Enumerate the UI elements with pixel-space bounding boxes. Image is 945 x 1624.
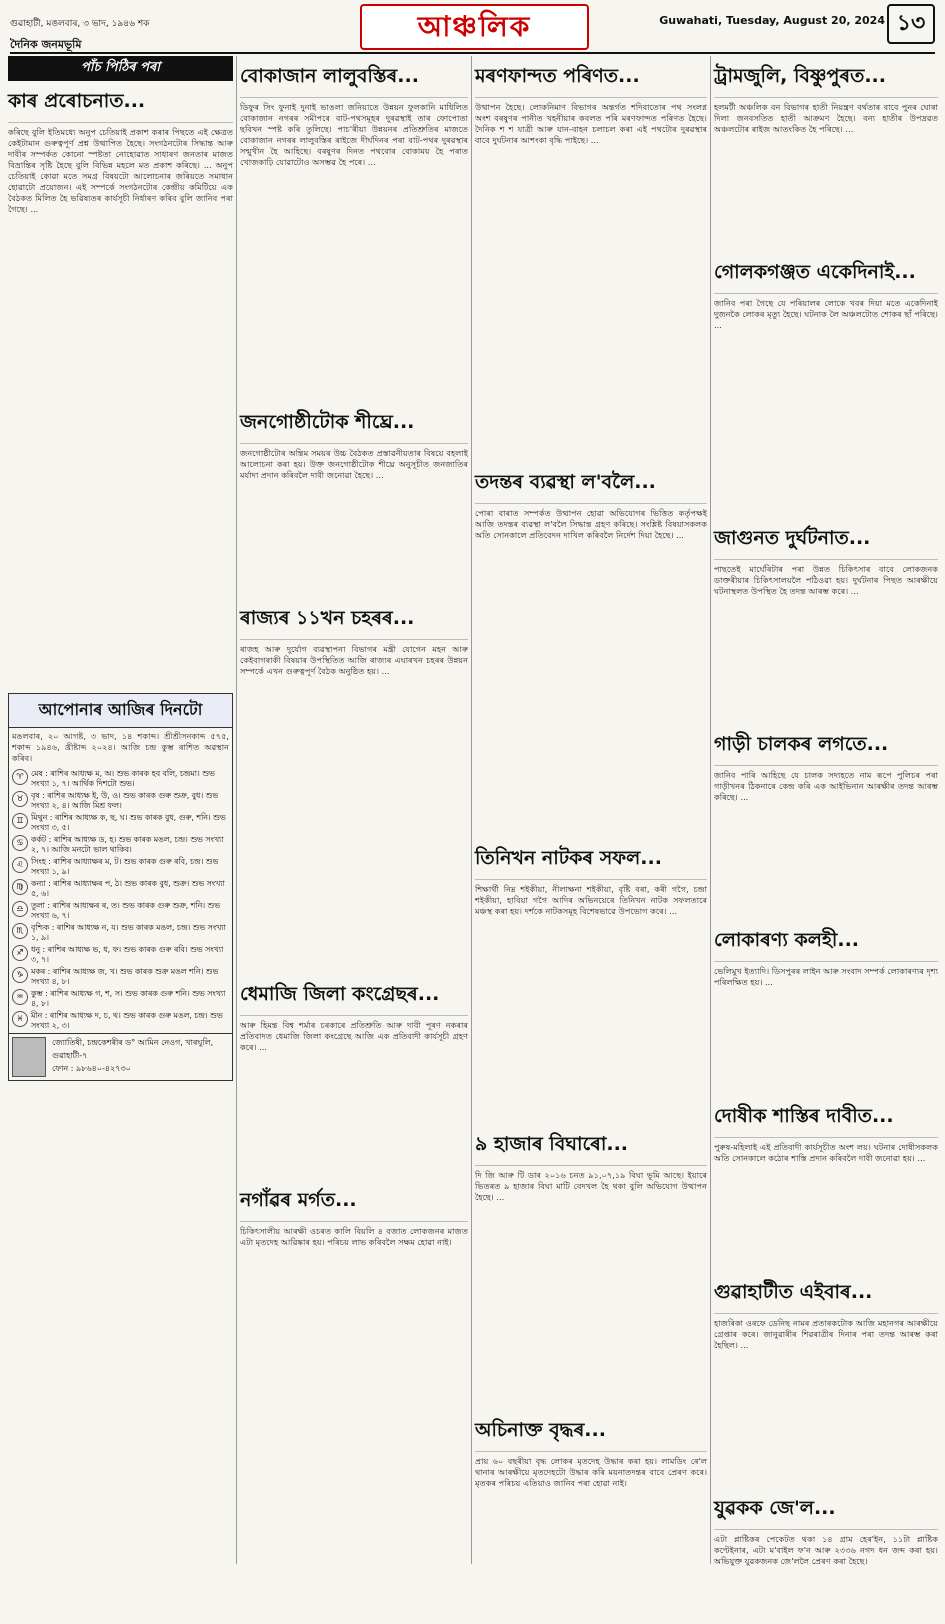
article-headline: তদন্তৰ ব্যৱস্থা ল'বলৈ... <box>475 468 707 504</box>
horoscope-intro: মঙলবাৰ, ২০ আগষ্ট, ৩ ভাদ, ১৪ শকাব্দ। শ্ৰীশ্ৰীসনকাব্দ ৫৭৫, শকাব্দ ১৯৪৬, খ্ৰীষ্টাব্দ ২০২৪। আজি চন্দ্ৰ কুম্ভ ৰাশিত অৱস্থান কৰিব। <box>12 731 229 763</box>
column-1 <box>8 56 233 1564</box>
article-headline: জনগোষ্ঠীটোক শীঘ্ৰে... <box>240 408 468 444</box>
masthead-text: আঞ্চলিক <box>417 10 532 43</box>
horoscope-box <box>8 693 233 1081</box>
zodiac-sign-icon: ♈ <box>12 769 28 785</box>
column-divider <box>471 56 472 1564</box>
article-body: এটা প্লাষ্টিকৰ পেকেটত থকা ১৪ গ্ৰাম হেৰ'ইন, ১১টা প্লাষ্টিক কণ্টেইনাৰ, এটা ম'বাইল ফ'ন আৰু ২৩৩৬ নগদ ধন জব্দ কৰা হয়। অভিযুক্ত যুৱকজনক জে'ললৈ প্ৰেৰণ কৰা হৈছে। <box>714 1534 938 1566</box>
zodiac-entry <box>12 769 229 789</box>
header-rule <box>10 52 935 54</box>
article-body: জনগোষ্ঠীটোৰ অন্তিম সময়ৰ উচ্চ বৈঠকত প্ৰস্তাৱনীয়তাৰ বিষয়ে বহলাই আলোচনা কৰা হয়। উক্ত জনগোষ্ঠীটোক শীঘ্ৰে অনুসূচীত জনজাতিৰ মৰ্যাদা প্ৰদান কৰিবলৈ দাবী জনোৱা হৈছে। ... <box>240 448 468 480</box>
zodiac-entry <box>12 945 229 965</box>
zodiac-entry <box>12 923 229 943</box>
article-body: হাজৰিকা ওৰফে ডেনিছ নামৰ প্ৰতাৰকটোক আজি মহানগৰ আৰক্ষীয়ে গ্ৰেপ্তাৰ কৰে। জানুৱাৰীৰ শিৱৰাত্ৰীৰ দিনাৰ পৰা তদন্ত আৰম্ভ কৰা হৈছিল। ... <box>714 1318 938 1350</box>
article-headline: মৰণফান্দত পৰিণত... <box>475 62 707 98</box>
zodiac-sign-icon: ♏ <box>12 923 28 939</box>
article-body: ভেলিমুখ ইত্যাদি। ডিসপুৰৰ লাইন আৰু সংবাদ সম্পৰ্ক লোকাৰণ্যৰ দৃশ্য পৰিলক্ষিত হয়। ... <box>714 966 938 987</box>
article-body: পাছতেই মাৰ্ঘেৰিটাৰ পৰা উন্নত চিকিৎসাৰ বাবে লোকজনক ডাক্তৰীয়াৰ চিকিৎসালয়লৈ পঠিওৱা হয়। দুৰ্ঘটনাৰ পিছত আৰক্ষীয়ে ঘটনাস্থলত উপস্থিত হৈ তদন্ত আৰম্ভ কৰে। ... <box>714 564 938 596</box>
article-body: আৰু হিমন্ত বিশ্ব শৰ্মাৰ চৰকাৰে প্ৰতিশ্ৰুতি আৰু দাবী পূৰণ নকৰাৰ প্ৰতিবাদত ধেমাজি জিলা কংগ্ৰেছে আজি এক প্ৰতিবাদী কাৰ্যসূচী গ্ৰহণ কৰে। ... <box>240 1020 468 1052</box>
zodiac-text: ধনু : ৰাশিৰ আধ্যক্ষ ভ, ধ, ফ। শুভ কাৰক গুৰু ৰবি। শুভ সংখ্যা ৩, ৭। <box>31 945 224 964</box>
zodiac-sign-icon: ♌ <box>12 857 28 873</box>
zodiac-sign-icon: ♉ <box>12 791 28 807</box>
article-headline: নগাঁৱৰ মৰ্গত... <box>240 1186 468 1222</box>
column-4 <box>714 56 938 1564</box>
zodiac-text: তুলা : ৰাশিৰ আধ্যক্ষৰ ৰ, ত। শুভ কাৰক গুৰু শুক্ৰ, শনি। শুভ সংখ্যা ৬, ৭। <box>31 901 221 920</box>
zodiac-sign-icon: ♑ <box>12 967 28 983</box>
zodiac-entry <box>12 857 229 877</box>
article-body: জানিব পাৰি আহিছে যে চালক সদ্যহতে নাম ৰূপে পুলিচৰ পৰা গাড়ীখনৰ ঠিকনাৰে কেন্দ্ৰ কৰি এক আইভিনান আৰক্ষীৰ তদন্ত আৰম্ভ কৰিছে। ... <box>714 770 938 802</box>
article-headline: ট্ৰামজুলি, বিষ্ণুপুৰত... <box>714 62 938 98</box>
article-body: দি জি আৰু টি ডাৰ ২০১৬ চনত ৯১,০৭,১৯ বিঘা ভূমি আছে। ইয়াৰে ভিতৰত ৯ হাজাৰ বিঘা মাটি বেদখল হৈ থকা বুলি অভিযোগ উত্থাপন হৈছে। ... <box>475 1170 707 1202</box>
column-3 <box>475 56 707 1564</box>
zodiac-sign-icon: ♒ <box>12 989 28 1005</box>
column-divider <box>710 56 711 1564</box>
zodiac-entry <box>12 835 229 855</box>
zodiac-text: কৰ্কট : ৰাশিৰ আধ্যক্ষ ড, হ। শুভ কাৰক মঙল, চন্দ্ৰ। শুভ সংখ্যা ২, ৭। আজি মনটো ভাল থাকিব। <box>31 835 224 854</box>
article-body: শিক্ষাৰ্থী নিম্ন শইকীয়া, নীলাক্ষনা শইকীয়া, বৃষ্টি বৰা, কৰী গগৈ, চন্দ্ৰা শইকীয়া, হাবিয়া গগৈ আদিৰ অভিনয়েৰে তিনিখন নাটক সফলতাৰে মঞ্চস্থ কৰা হয়। দৰ্শকে নাটকসমূহ বিশেষভাৱে উপভোগ কৰে। ... <box>475 884 707 916</box>
astrologer-name: জ্যোতিষী, চন্দ্ৰকেশৰীৰ ড° আমিন নেওগ, খাৰঘুলি, গুৱাহাটী-৭ <box>52 1038 214 1060</box>
article-headline: তিনিখন নাটকৰ সফল... <box>475 844 707 880</box>
zodiac-text: মকৰ : ৰাশিৰ আধ্যক্ষ জ, খ। শুভ কাৰক শুক্ৰ মঙল শনি। শুভ সংখ্যা ৪, ৮। <box>31 967 219 986</box>
zodiac-entry <box>12 879 229 899</box>
article-body: পোৰা বাৰাত সম্পৰ্কত উত্থাপন হোৱা অভিযোগৰ ভিত্তিত কৰ্তৃপক্ষই আজি তদন্তৰ ব্যৱস্থা ল'বলৈ সিদ্ধান্ত গ্ৰহণ কৰিছে। সংশ্লিষ্ট বিষয়াসকলক অতি সোনকালে প্ৰতিবেদন দাখিল কৰিবলৈ নিৰ্দেশ দিয়া হৈছে। ... <box>475 508 707 540</box>
continued-kicker: পাঁচ পিঠিৰ পৰা <box>8 56 233 81</box>
article-body: চিকিৎসালীয় আৰক্ষী ওচৰত কালি বিয়লি ৪ বজাত লোকজনৰ মাজত এটা মৃতদেহ আৱিষ্কাৰ হয়। পৰিচয় লাভ কৰিবলৈ সক্ষম হোৱা নাই। <box>240 1226 468 1247</box>
section-masthead <box>360 4 589 50</box>
article-body: ৰাজহ আৰু দুৰ্যোগ ব্যৱস্থাপনা বিভাগৰ মন্ত্ৰী যোগেন মহন আৰু কেইবাগৰাকী বিষয়াৰ উপস্থিতিত আজি ৰাজ্যৰ এঘাৰখন চহৰৰ উন্নয়ন সম্পৰ্কে এখন গুৰুত্বপূৰ্ণ বৈঠক অনুষ্ঠিত হয়। ... <box>240 644 468 676</box>
article-headline: ৯ হাজাৰ বিঘাৰো... <box>475 1130 707 1166</box>
zodiac-text: সিংহ : ৰাশিৰ আধ্যাক্ষৰ ম, ট। শুভ কাৰক গুৰু ৰবি, চন্দ্ৰ। শুভ সংখ্যা ১, ৯। <box>31 857 219 876</box>
astrologer-phone: ফোন : ৯৮৬৪০-৪২৭৩০ <box>52 1064 131 1073</box>
zodiac-sign-icon: ♓ <box>12 1011 28 1027</box>
header-dateline: Guwahati, Tuesday, August 20, 2024 <box>659 14 885 27</box>
paper-name: দৈনিক জনমভূমি <box>10 38 82 51</box>
zodiac-entry <box>12 901 229 921</box>
article-headline: গাড়ী চালকৰ লগতে... <box>714 730 938 766</box>
zodiac-text: কুম্ভ : ৰাশিৰ আধ্যক্ষ গ, শ, স। শুভ কাৰক গুৰু শনি। শুভ সংখ্যা ৪, ৮। <box>31 989 226 1008</box>
zodiac-text: বৃশ্চিক : ৰাশিৰ আধ্যক্ষ ন, য। শুভ কাৰক মঙল, চন্দ্ৰ। শুভ সংখ্যা ১, ৯। <box>31 923 226 942</box>
astrologer-block <box>9 1033 232 1080</box>
zodiac-text: বৃষ : ৰাশিৰ আধ্যক্ষ ই, উ, ও। শুভ কাৰক গুৰু শুক্ৰ, বুধ। শুভ সংখ্যা ২, ৪। আজি মিশ্ৰ ফল। <box>31 791 219 810</box>
article-body: হলমটী অঞ্চলিক বন বিভাগৰ হাতী নিয়ন্ত্ৰণ বৰ্থতাৰ বাবে পুনৰ ঘোৰা দিলা জনবসতিত হাতী আক্ৰমণ হৈছে। বন্য হাতীৰ উপদ্ৰৱত অঞ্চলটোৰ ৰাইজ আতংকিত হৈ পৰিছে। ... <box>714 102 938 134</box>
page-number: ১৩ <box>887 4 935 44</box>
article-headline: কাৰ প্ৰৰোচনাত... <box>8 87 233 123</box>
zodiac-sign-icon: ♋ <box>12 835 28 851</box>
zodiac-sign-icon: ♊ <box>12 813 28 829</box>
column-divider <box>236 56 237 1564</box>
article-headline: যুৱকক জে'ল... <box>714 1494 938 1530</box>
zodiac-entry <box>12 967 229 987</box>
zodiac-sign-icon: ♐ <box>12 945 28 961</box>
article-headline: ধেমাজি জিলা কংগ্ৰেছৰ... <box>240 980 468 1016</box>
zodiac-text: মেষ : ৰাশিৰ আধ্যক্ষ ম, অ। শুভ কাৰক হব বলি, চন্দ্ৰমা। শুভ সংখ্যা ১, ৭। আৰ্থিক দিশটো শুভ। <box>31 769 215 788</box>
zodiac-sign-icon: ♍ <box>12 879 28 895</box>
zodiac-entry <box>12 1011 229 1031</box>
article-headline: গোলকগঞ্জত একেদিনাই... <box>714 258 938 294</box>
article-headline: অচিনাক্ত বৃদ্ধৰ... <box>475 1416 707 1452</box>
zodiac-sign-icon: ♎ <box>12 901 28 917</box>
article-body: পুৰুষ-মহিলাই এই প্ৰতিবাদী কাৰ্যসূচীত অংশ লয়। ঘটনাৰ দোষীসকলক অতি সোনকালে কঠোৰ শাস্তি প্ৰদান কৰিবলৈ দাবী জনোৱা হয়। ... <box>714 1142 938 1163</box>
article-body: জানিব পৰা গৈছে যে পৰিয়ালৰ লোকে খবৰ দিয়া মতে একেদিনাই দুজনকৈ লোকৰ মৃত্যু হৈছে। ঘটনাক লৈ অঞ্চলটোত শোকৰ ছাঁ পৰিছে। ... <box>714 298 938 330</box>
column-2 <box>240 56 468 1564</box>
astrologer-photo <box>12 1037 46 1077</box>
article-headline: বোকাজান লালুবস্তিৰ... <box>240 62 468 98</box>
header-date-left: গুৱাহাটী, মঙলবাৰ, ৩ ভাদ, ১৯৪৬ শক <box>10 19 150 29</box>
article-headline: জাগুনত দুৰ্ঘটনাত... <box>714 524 938 560</box>
article-headline: দোষীক শাস্তিৰ দাবীত... <box>714 1102 938 1138</box>
zodiac-entry <box>12 791 229 811</box>
article-body: উত্থাপন হৈছে। লোকনিমাণ বিভাগৰ অন্তৰ্গত শদিবাতোৰ পথ সংলগ্ন অংশ বৰষুণৰ পানীত খহনীয়াৰ কবলত পৰি মৰণফান্দত পৰিণত হৈছে। দৈনিক শ শ যাত্ৰী আৰু যান-বাহন চলাচল কৰা এই পথটোৰ দুৰৱস্থাৰ বাবে দুৰ্ঘটনাৰ আশংকা বৃদ্ধি পাইছে। ... <box>475 102 707 145</box>
article-headline: লোকাৰণ্য কলহী... <box>714 926 938 962</box>
zodiac-text: মীন : ৰাশিৰ আধ্যক্ষ দ, চ, থ। শুভ কাৰক গুৰু মঙল, চন্দ্ৰ। শুভ সংখ্যা ২, ৩। <box>31 1011 223 1030</box>
zodiac-entry <box>12 989 229 1009</box>
horoscope-title: আপোনাৰ আজিৰ দিনটো <box>9 694 232 728</box>
article-body: কৰিছে বুলি ইতিমধ্যে অনুপ চেতিয়াই প্ৰকাশ কৰাৰ পিছতে এই ক্ষেত্ৰত কেইটামান গুৰুত্বপূৰ্ণ প্ৰশ্ন উত্থাপিত হৈছে। সংগঠনটোৰ সিদ্ধান্ত আৰু দাবীৰ সম্পৰ্কত কোনো স্পষ্টতা নোহোৱাত সাধাৰণ জনতাৰ মাজত বিভ্ৰান্তিৰ সৃষ্টি হৈছে বুলি বিভিন্ন মহলে মত প্ৰকাশ কৰিছে। ... অনুপ চেতিয়াই কোৱা মতে সমগ্ৰ বিষয়টো আলোচনাৰ জৰিয়তে সমাধান হোৱাটো প্ৰয়োজন। এই সম্পৰ্কে সংগঠনটোৰ কেন্দ্ৰীয় কমিটিয়ে এক বৈঠকত মিলিত হৈ ভৱিষ্যতৰ কাৰ্যসূচী নিৰ্ধাৰণ কৰিব বুলি জানিব পৰা গৈছে। ... <box>8 127 233 214</box>
article-body: ডিফুৰ সিং ফুনাই দুনাই ভাঙলা জনিয়াতে উন্নয়ন ফুলকানি মাধিলিত বোকাজান নগৰৰ সমীপৰে বাট-পথসমূহৰ দুৰৱস্থাই তাৰ ফোপোতা ছবিখন স্পষ্ট কৰি তুলিছে। পাচ'ৰীয়া উন্নয়নৰ প্ৰতিশ্ৰুতিৰ মাজতে বোকাজান নগৰৰ লালুবস্তিৰ ৰাইজে দীৰ্ঘদিনৰ পৰা বাট-পথৰ দুৰৱস্থাৰ সন্মুখীন হৈ আহিছে। বৰষুণৰ দিনত পথবোৰ বোকাময় হৈ পৰাত খোজকাঢ়ি যোৱাটোও অসম্ভৱ হৈ পৰে। ... <box>240 102 468 167</box>
zodiac-entry <box>12 813 229 833</box>
zodiac-text: কন্যা : ৰাশিৰ আধ্যাক্ষৰ প, ঠ। শুভ কাৰক বুধ, শুক্ৰ। শুভ সংখ্যা ৫, ৬। <box>31 879 225 898</box>
zodiac-list <box>9 769 232 1031</box>
article-headline: গুৱাহাটীত এইবাৰ... <box>714 1278 938 1314</box>
article-headline: ৰাজ্যৰ ১১খন চহৰৰ... <box>240 604 468 640</box>
article-body: প্ৰায় ৬০ বছৰীয়া বৃদ্ধ লোকৰ মৃতদেহ উদ্ধাৰ কৰা হয়। লামডিং ৰে'ল থানাৰ আৰক্ষীয়ে মৃতদেহটো উদ্ধাৰ কৰি ময়নাতদন্তৰ বাবে প্ৰেৰণ কৰে। মৃতকৰ পৰিচয় এতিয়াও জানিব পৰা হোৱা নাই। <box>475 1456 707 1488</box>
zodiac-text: মিথুন : ৰাশিৰ আধ্যক্ষ ক, ছ, ঘ। শুভ কাৰক বুধ, গুৰু, শনি। শুভ সংখ্যা ৩, ৫। <box>31 813 226 832</box>
